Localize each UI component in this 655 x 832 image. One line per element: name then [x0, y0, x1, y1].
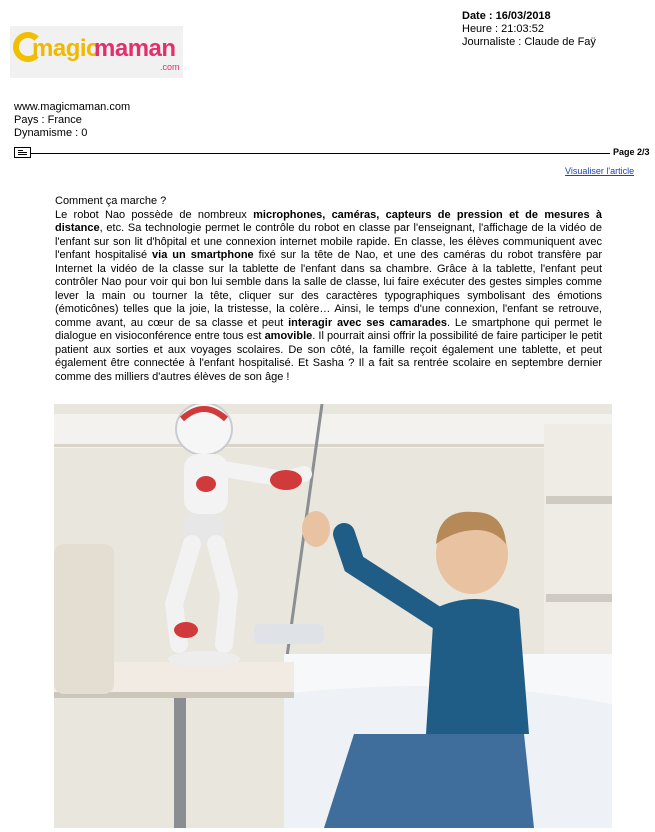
bold-run: microphones, caméras, capteurs de pression et de mesures à distance: [55, 208, 602, 234]
source-info: [14, 101, 130, 140]
text-run: Le robot Nao possède de nombreux: [55, 208, 254, 221]
text-run: . Le smartphone qui permet le dialogue en visioconférence entre tous est: [55, 316, 602, 342]
bold-run: via un smartphone: [152, 249, 254, 261]
journaliste-label: Journaliste : Claude de Faÿ: [462, 36, 596, 48]
source-dynamisme: Dynamisme : 0: [14, 127, 88, 139]
heure-label: Heure : 21:03:52: [462, 23, 544, 35]
document-icon: [14, 147, 31, 158]
article-photo: [54, 404, 612, 828]
robot-hospital-photo: [54, 404, 612, 828]
source-site: www.magicmaman.com: [14, 101, 131, 113]
divider-line: [14, 153, 610, 154]
article-meta: [462, 10, 596, 49]
source-pays: Pays : France: [14, 114, 82, 126]
bold-run: interagir avec ses camarades: [288, 316, 447, 329]
logo-word-magic: magic: [32, 35, 99, 62]
text-run: . Il pourrait ainsi offrir la possibilité de faire participer le petit patient aux sorties et aux voyages scolaires. De son côté, la famille reçoit également une tablette, et peut également être connectée à l'enfant hospitalisé. Et Sasha ? Il a fait sa rentrée scolaire en septembre dernier comme des milliers d'autres élèves de son âge !: [55, 330, 602, 383]
article-body: [55, 195, 602, 384]
logo-word-com: .com: [160, 62, 180, 72]
logo-word-maman: maman: [94, 35, 176, 62]
bold-run: amovible: [264, 330, 313, 342]
date-label: Date : 16/03/2018: [462, 10, 551, 22]
article-paragraph: [55, 209, 602, 385]
text-run: fixé sur la tête de Nao, et une des caméras du robot transfère par Internet la vidéo de la classe sur la tablette de l'enfant dans sa chambre. Grâce à la tablette, l'enfant peut contrôler Nao pour voir qui bon lui semble dans la salle de classe, lui faire exécuter des gestes simples comme lever la main ou tourner la tête, cliquer sur des caractères typographiques symbolisant des émotions (émoticônes) telles que la joie, la tristesse, la colère… Ainsi, le temps d'une connexion, l'enfant se retrouve, comme avant, au cœur de sa classe et peut: [55, 249, 603, 329]
page-number: Page 2/3: [613, 147, 650, 157]
article-heading: Comment ça marche ?: [55, 195, 167, 207]
magicmaman-logo: [10, 26, 183, 78]
text-run: , etc. Sa technologie permet le contrôle du robot en classe par l'enseignant, l'affichage de la vidéo de l'enfant sur son lit d'hôpital et une connexion internet mobile rapide. En classe, les élèves communiquent avec l'enfant hospitalisé: [55, 222, 602, 261]
view-article-link[interactable]: Visualiser l'article: [565, 166, 635, 176]
